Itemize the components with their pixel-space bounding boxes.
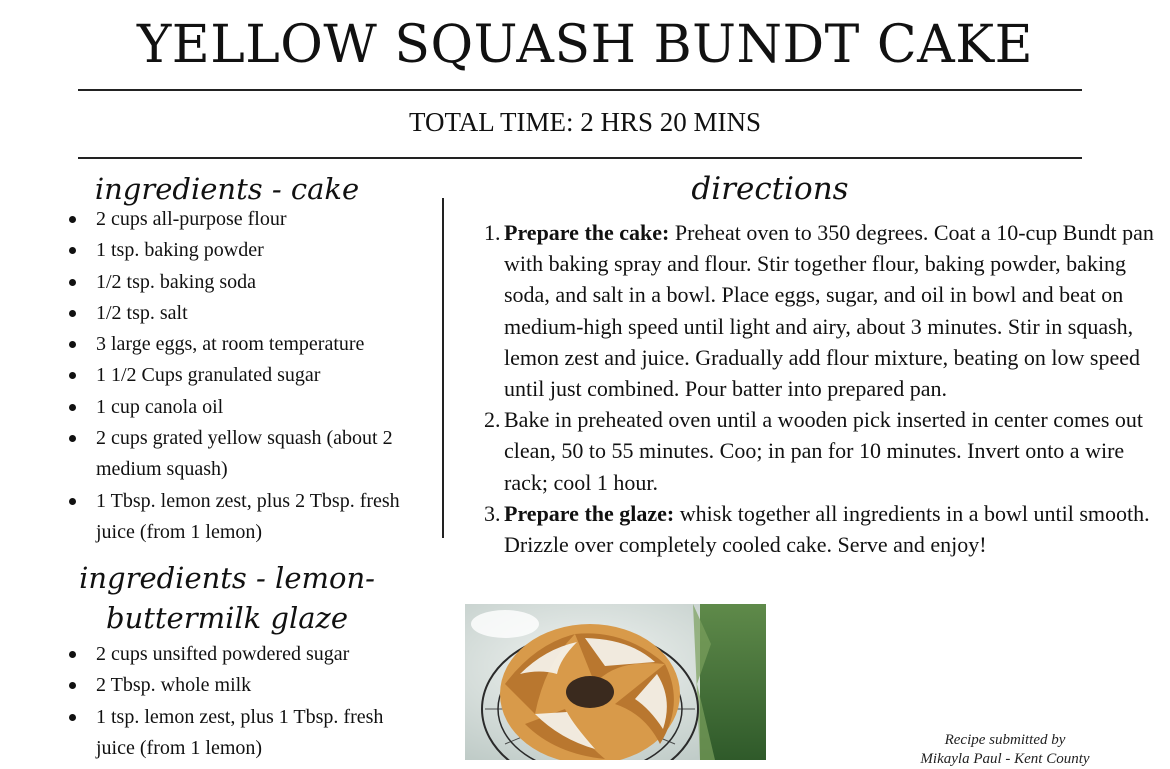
ingredients-cake-list [96,204,416,548]
cake-photo [465,604,766,760]
step-text: Preheat oven to 350 degrees. Coat a 10-cup Bundt pan with baking spray and flour. Stir together flour, baking powder, baking soda, and salt in a bowl. Place eggs, sugar, and oil in bowl and beat on medium-high speed until light and airy, about 3 minutes. Stir in squash, lemon zest and juice. Gradually add flour mixture, beating on low speed until just combined. Pour batter into prepared pan. [504,220,1154,402]
credit-line-2: Mikayla Paul - Kent County [920,751,1090,767]
list-item: 1 1/2 Cups granulated sugar [96,360,416,391]
list-item: 2 Tbsp. whole milk [96,670,416,701]
step-number: 1. [484,220,501,245]
column-divider [442,198,444,538]
ingredients-glaze-list [96,639,416,764]
step-number: 2. [484,407,501,433]
bottom-divider [78,157,1082,159]
step-lead: Prepare the glaze: [504,500,675,526]
list-item: 2 cups grated yellow squash (about 2 medium squash) [96,423,416,486]
list-item: 1 Tbsp. lemon zest, plus 2 Tbsp. fresh juice (from 1 lemon) [96,486,416,549]
directions-heading: directions [691,171,849,207]
top-divider [78,89,1082,91]
list-item: 3 large eggs, at room temperature [96,329,416,360]
glaze-heading-line-2: buttermilk glaze [106,601,348,635]
credit-line-1: Recipe submitted by [944,732,1066,748]
list-item: 1/2 tsp. baking soda [96,267,416,298]
direction-step [484,217,1154,404]
directions-list [484,217,1154,560]
direction-step [484,404,1154,498]
step-lead: Prepare the cake: [504,220,670,245]
step-text: Bake in preheated oven until a wooden pick inserted in center comes out clean, 50 to 55 minutes. Coo; in pan for 10 minutes. Invert onto a wire rack; cool 1 hour. [504,407,1144,495]
list-item: 2 cups all-purpose flour [96,204,416,235]
recipe-title: YELLOW SQUASH BUNDT CAKE [136,15,1034,75]
glaze-heading-line-1: ingredients - lemon- [79,561,375,595]
list-item: 1 tsp. baking powder [96,235,416,266]
step-number: 3. [484,500,501,526]
ingredients-glaze-heading [62,558,392,638]
list-item: 1 tsp. lemon zest, plus 1 Tbsp. fresh juice (from 1 lemon) [96,702,416,765]
list-item: 1 cup canola oil [96,392,416,423]
ingredients-cake-heading: ingredients - cake [94,172,360,206]
list-item: 2 cups unsifted powdered sugar [96,639,416,670]
step-text: whisk together all ingredients in a bowl until smooth. Drizzle over completely cooled cake. Serve and enjoy! [504,500,1150,558]
direction-step [484,498,1154,560]
total-time: TOTAL TIME: 2 HRS 20 MINS [408,107,762,137]
list-item: 1/2 tsp. salt [96,298,416,329]
